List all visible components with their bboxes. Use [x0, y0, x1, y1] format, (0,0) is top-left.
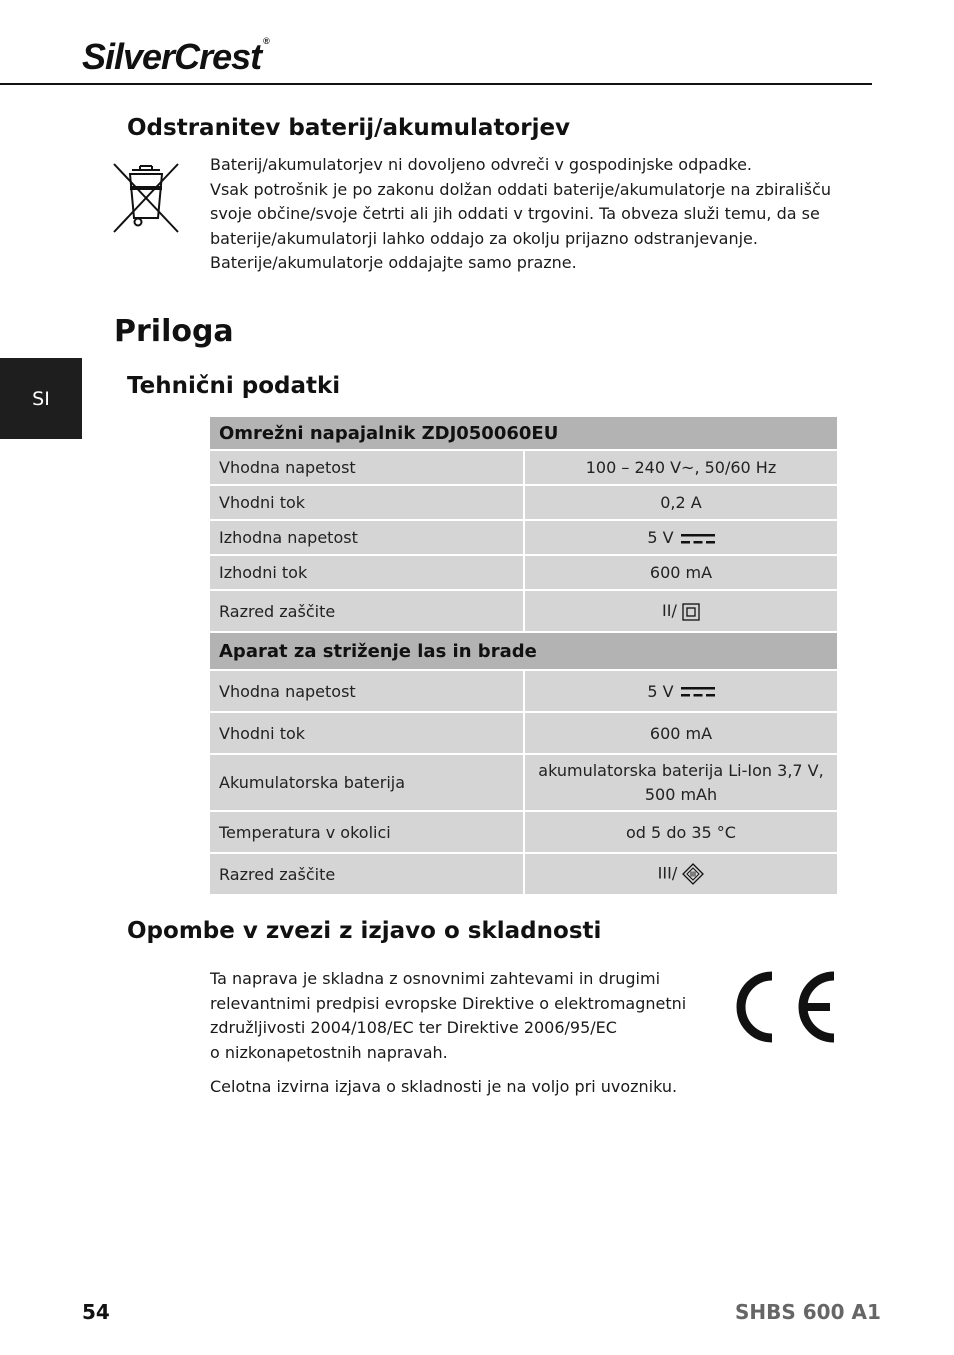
row-value: 0,2 A	[525, 486, 837, 519]
clipper-header: Aparat za striženje las in brade	[210, 633, 837, 669]
table-row	[210, 556, 837, 589]
technical-data-table	[208, 415, 839, 896]
row-value-line: akumulatorska baterija Li-Ion 3,7 V,	[538, 760, 824, 780]
table-row	[210, 713, 837, 753]
language-tab	[0, 358, 82, 439]
dc-current-icon	[681, 533, 715, 545]
table-section-header	[210, 417, 837, 449]
adapter-header: Omrežni napajalnik ZDJ050060EU	[210, 417, 837, 449]
row-value: III/	[657, 863, 678, 883]
row-value: od 5 do 35 °C	[525, 812, 837, 852]
table-row	[210, 521, 837, 554]
ce-mark-icon	[730, 968, 840, 1046]
row-label: Izhodni tok	[210, 556, 523, 589]
row-label: Vhodna napetost	[210, 671, 523, 711]
row-value-cell	[525, 671, 837, 711]
disposal-line: baterije/akumulatorji lahko oddajo za okolju prijazno odstranjevanje.	[210, 228, 758, 248]
row-value: II/	[662, 601, 677, 621]
conformity-line: relevantnimi predpisi evropske Direktive o elektromagnetni	[210, 993, 687, 1013]
conformity-text	[210, 967, 686, 1065]
table-row	[210, 486, 837, 519]
conformity-heading: Opombe v zvezi z izjavo o skladnosti	[127, 918, 602, 944]
table-row	[210, 451, 837, 484]
row-value-cell	[525, 521, 837, 554]
disposal-line: Vsak potrošnik je po zakonu dolžan oddati baterije/akumulatorje na zbirališču	[210, 179, 832, 199]
dc-current-icon	[681, 686, 715, 698]
table-row	[210, 812, 837, 852]
row-value-cell	[525, 755, 837, 810]
registered-mark: ®	[263, 36, 269, 46]
disposal-line: Baterij/akumulatorjev ni dovoljeno odvreči v gospodinjske odpadke.	[210, 155, 752, 174]
disposal-line: Baterije/akumulatorje oddajajte samo prazne.	[210, 253, 577, 272]
row-value: 5 V	[647, 681, 674, 701]
row-value-line: 500 mAh	[644, 784, 718, 804]
row-label: Razred zaščite	[210, 854, 523, 894]
row-value: 600 mA	[525, 713, 837, 753]
row-label: Vhodni tok	[210, 486, 523, 519]
row-label: Vhodna napetost	[210, 451, 523, 484]
row-value: 100 – 240 V~, 50/60 Hz	[525, 451, 837, 484]
disposal-text	[210, 153, 831, 276]
language-label: SI	[32, 387, 50, 410]
disposal-heading: Odstranitev baterij/akumulatorjev	[127, 115, 571, 141]
row-label: Izhodna napetost	[210, 521, 523, 554]
protection-class-iii-icon	[682, 863, 704, 885]
row-value: 5 V	[647, 528, 674, 547]
brand-logo	[82, 36, 269, 78]
appendix-heading: Priloga	[114, 314, 234, 349]
conformity-line: združljivosti 2004/108/EC ter Direktive 2006/95/EC	[210, 1018, 617, 1037]
page-number: 54	[82, 1300, 110, 1324]
conformity-line: o nizkonapetostnih napravah.	[210, 1042, 448, 1062]
row-value: 600 mA	[525, 556, 837, 589]
row-value-cell	[525, 854, 837, 894]
table-row	[210, 671, 837, 711]
technical-heading: Tehnični podatki	[127, 373, 341, 399]
brand-name: SilverCrest	[82, 36, 262, 77]
crossed-out-wheelie-bin-icon	[110, 160, 182, 236]
header-rule	[0, 83, 872, 85]
row-label: Temperatura v okolici	[210, 812, 523, 852]
conformity-note: Celotna izvirna izjava o skladnosti je na voljo pri uvozniku.	[210, 1077, 678, 1096]
protection-class-ii-icon	[682, 603, 700, 621]
row-label: Vhodni tok	[210, 713, 523, 753]
conformity-line: Ta naprava je skladna z osnovnimi zahtevami in drugimi	[210, 969, 661, 988]
table-row	[210, 854, 837, 894]
disposal-line: svoje občine/svoje četrti ali jih oddati v trgovini. Ta obveza služi temu, da se	[210, 204, 820, 223]
table-section-header	[210, 633, 837, 669]
table-row	[210, 591, 837, 631]
model-number: SHBS 600 A1	[735, 1300, 881, 1324]
row-label: Akumulatorska baterija	[210, 755, 523, 810]
row-label: Razred zaščite	[210, 591, 523, 631]
table-row	[210, 755, 837, 810]
row-value-cell	[525, 591, 837, 631]
